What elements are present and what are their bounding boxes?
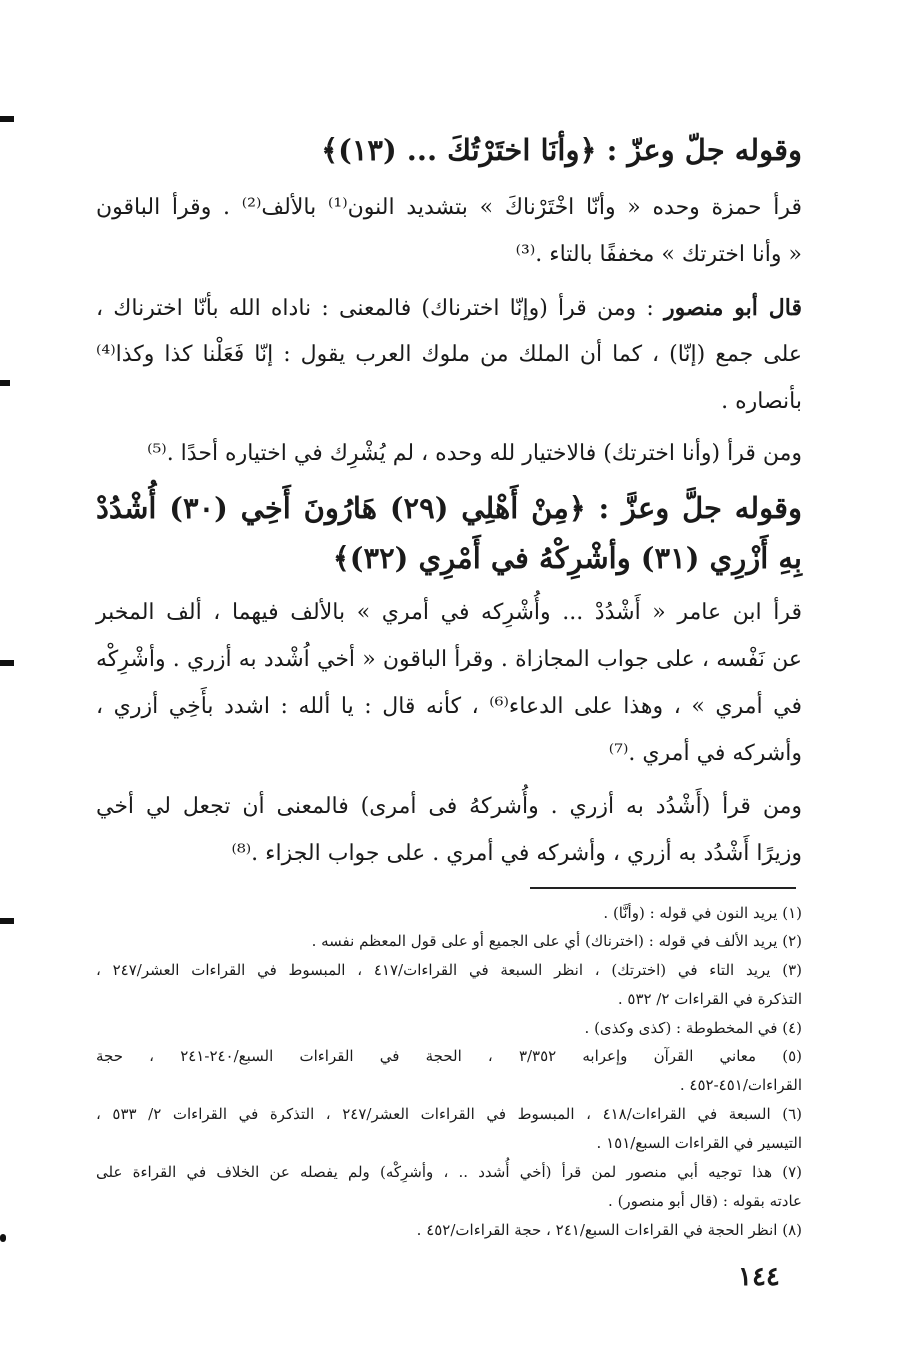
body-text: : ومن قرأ (وإنّا اخترناك) فالمعنى : ناداه الله بأنّا اخترناك ، <box>96 296 664 321</box>
footnote-line: (٢) يريد الألف في قوله : (اخترناك) أي على الجميع أو على قول المعظم نفسه . <box>311 932 802 950</box>
author-lead: قال أبو منصور <box>663 295 802 321</box>
body-line: بأنصاره . <box>721 389 802 414</box>
body-line: في أمري » ، وهذا على الدعاء⁽⁶⁾ ، كأنه قال : يا ألله : اشدد بأَخِي أزري ، <box>96 694 803 719</box>
page-number: ١٤٤ <box>738 1262 780 1292</box>
body-line: عن نَفْسه ، على جواب المجازاة . وقرأ الباقون « أخي اُشْدد به أزري . وأشْرِكْه <box>96 647 802 672</box>
footnote-line: (٦) السبعة في القراءات/٤١٨ ، المبسوط في القراءات العشر/٢٤٧ ، التذكرة في القراءات ٢/ ٥٣٣ ، <box>96 1105 803 1123</box>
body-line: وزيرًا أَشْدُد به أزري ، وأشركه في أمري . على جواب الجزاء .⁽⁸⁾ <box>231 841 802 866</box>
footnote-line: (٨) انظر الحجة في القراءات السبع/٢٤١ ، حجة القراءات/٤٥٢ . <box>416 1221 802 1239</box>
footnote-line: (٤) في المخطوطة : (كذى وكذى) . <box>584 1019 802 1037</box>
scan-mark <box>0 918 14 924</box>
footnote-line: التيسير في القراءات السبع/١٥١ . <box>596 1134 802 1152</box>
footnote-line: (٥) معاني القرآن وإعرابه ٣/٣٥٢ ، الحجة في القراءات السبع/٢٤٠-٢٤١ ، حجة <box>96 1047 803 1065</box>
footnote-line: (٧) هذا توجيه أبي منصور لمن قرأ (أخي أُشدد .. ، وأشرِكْه) ولم يفصله عن الخلاف في القراءة على <box>96 1163 802 1181</box>
footnote-line: (١) يريد النون في قوله : (وأنَّا) . <box>603 904 802 922</box>
footnote-line: القراءات/٤٥١-٤٥٢ . <box>679 1076 802 1094</box>
scan-mark <box>0 1234 6 1242</box>
body-line: ومن قرأ (أَشْدُد به أزري . وأُشركهُ فى أمرى) فالمعنى أن تجعل لي أخي <box>96 794 802 819</box>
footnote-line: (٣) يريد التاء في (اخترتك) ، انظر السبعة في القراءات/٤١٧ ، المبسوط في القراءات العشر/٢٤٧ ، <box>96 961 802 979</box>
body-line: قرأ حمزة وحده « وأنّا اخْتَرْناكَ » بتشديد النون⁽¹⁾ بالألف⁽²⁾ . وقرأ الباقون <box>96 195 802 220</box>
scan-mark <box>0 116 14 122</box>
body-line: قرأ ابن عامر « أَشْدُدْ ... وأُشْرِكه في أمري » بالألف فيهما ، ألف المخبر <box>96 600 802 625</box>
footnote-line: عادته بقوله : (قال أبو منصور) . <box>608 1192 802 1210</box>
body-line <box>96 291 802 326</box>
scan-mark <box>0 380 10 386</box>
verse-heading: بِهِ أَزْرِي (٣١) وأشْرِكْهُ في أَمْرِي (٣٢)﴾ <box>332 541 802 575</box>
body-line: « وأنا اخترتك » مخففًا بالتاء .⁽³⁾ <box>515 242 802 267</box>
footnote-line: التذكرة في القراءات ٢/ ٥٣٢ . <box>617 990 802 1008</box>
footnote-divider <box>530 887 796 889</box>
verse-heading: وقوله جلَّ وعزَّ : ﴿مِنْ أَهْلِي (٢٩) هَارُونَ أَخِي (٣٠) أُشْدُدْ <box>96 491 802 525</box>
body-line: ومن قرأ (وأنا اخترتك) فالاختيار لله وحده ، لم يُشْرِك في اختياره أحدًا .⁽⁵⁾ <box>147 441 802 466</box>
verse-heading: وقوله جلّ وعزّ : ﴿وأنَا اختَرْتُكَ ... (١٣)﴾ <box>321 133 802 167</box>
scan-mark <box>0 660 14 666</box>
body-line: وأشركه في أمري .⁽⁷⁾ <box>608 741 802 766</box>
body-line: على جمع (إنّا) ، كما أن الملك من ملوك العرب يقول : إنّا فَعَلْنا كذا وكذا⁽⁴⁾ <box>96 342 802 367</box>
